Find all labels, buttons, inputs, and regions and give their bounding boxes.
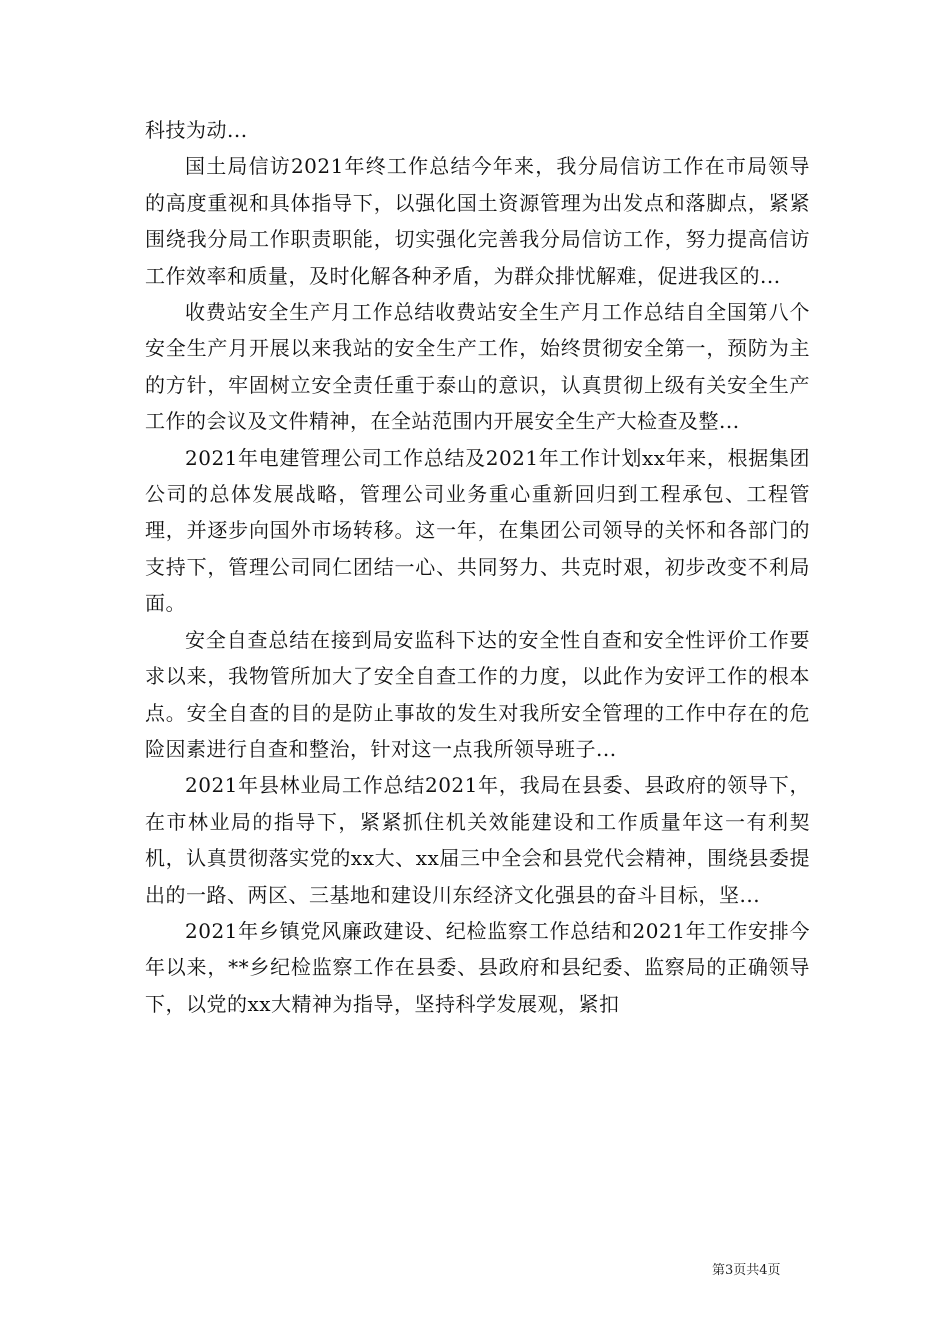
page-number-footer: 第3页共4页 xyxy=(712,1263,781,1278)
paragraph: 2021年县林业局工作总结2021年，我局在县委、县政府的领导下，在市林业局的指导下，紧紧抓住机关效能建设和工作质量年这一有利契机，认真贯彻落实党的xx大、xx届三中全会和县党代会精神，围绕县委提出的一路、两区、三基地和建设川东经济文化强县的奋斗目标，坚... xyxy=(145,773,810,907)
paragraph: 安全自查总结在接到局安监科下达的安全性自查和安全性评价工作要求以来，我物管所加大了安全自查工作的力度，以此作为安评工作的根本点。安全自查的目的是防止事故的发生对我所安全管理的工作中存在的危险因素进行自查和整治，针对这一点我所领导班子... xyxy=(145,627,810,761)
paragraph: 科技为动... xyxy=(145,118,248,142)
document-body xyxy=(145,112,810,1022)
paragraph: 收费站安全生产月工作总结收费站安全生产月工作总结自全国第八个安全生产月开展以来我站的安全生产工作，始终贯彻安全第一，预防为主的方针，牢固树立安全责任重于泰山的意识，认真贯彻上级有关安全生产工作的会议及文件精神，在全站范围内开展安全生产大检查及整... xyxy=(145,300,810,434)
paragraph: 国土局信访2021年终工作总结今年来，我分局信访工作在市局领导的高度重视和具体指导下，以强化国土资源管理为出发点和落脚点，紧紧围绕我分局工作职责职能，切实强化完善我分局信访工作，努力提高信访工作效率和质量，及时化解各种矛盾，为群众排忧解难，促进我区的... xyxy=(145,154,810,288)
paragraph: 2021年电建管理公司工作总结及2021年工作计划xx年来，根据集团公司的总体发展战略，管理公司业务重心重新回归到工程承包、工程管理，并逐步向国外市场转移。这一年，在集团公司领导的关怀和各部门的支持下，管理公司同仁团结一心、共同努力、共克时艰，初步改变不利局面。 xyxy=(145,445,810,616)
paragraph: 2021年乡镇党风廉政建设、纪检监察工作总结和2021年工作安排今年以来，**乡纪检监察工作在县委、县政府和县纪委、监察局的正确领导下，以党的xx大精神为指导，坚持科学发展观，紧扣 xyxy=(145,918,810,1016)
